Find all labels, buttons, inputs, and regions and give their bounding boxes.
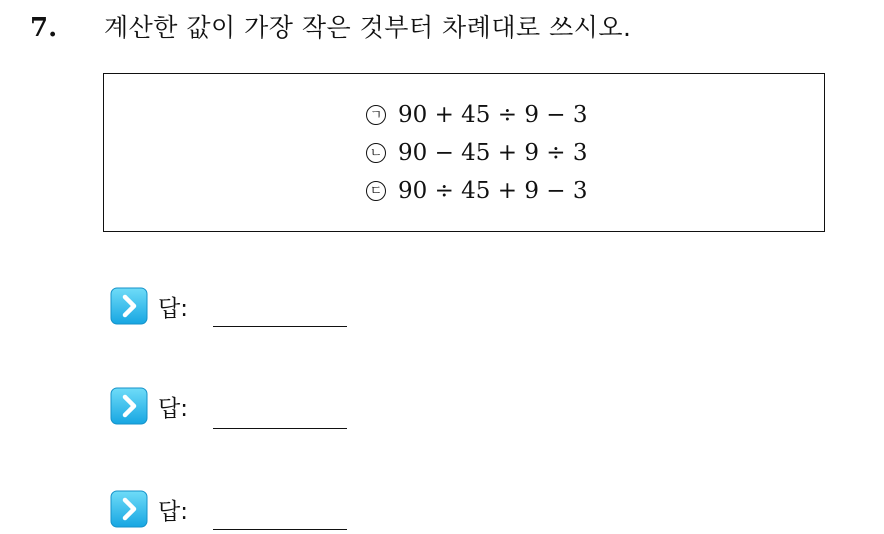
circled-marker-a: ㄱ [366, 105, 386, 125]
answer-row-2 [110, 386, 188, 426]
expression-item-c [366, 172, 587, 210]
chevron-right-icon [110, 387, 148, 425]
chevron-right-icon [110, 490, 148, 528]
expression-item-a [366, 96, 587, 134]
answer-blank-1[interactable] [213, 326, 347, 327]
expression-item-b [366, 134, 587, 172]
expression-text-b: 90 − 45 + 9 ÷ 3 [398, 140, 588, 166]
expression-text-c: 90 ÷ 45 + 9 − 3 [398, 178, 588, 204]
expression-list [366, 96, 587, 210]
answer-blank-2[interactable] [213, 428, 347, 429]
answer-label: 답: [158, 498, 188, 525]
circled-marker-c: ㄷ [366, 181, 386, 201]
answer-label: 답: [158, 395, 188, 422]
answer-blank-3[interactable] [213, 529, 347, 530]
answer-label: 답: [158, 295, 188, 322]
answer-row-1 [110, 286, 188, 326]
question-text: 계산한 값이 가장 작은 것부터 차례대로 쓰시오. [104, 13, 632, 42]
chevron-right-icon [110, 287, 148, 325]
expression-text-a: 90 + 45 ÷ 9 − 3 [398, 102, 588, 128]
question-number: 7. [30, 13, 58, 43]
expression-box [103, 73, 825, 232]
circled-marker-b: ㄴ [366, 143, 386, 163]
answer-row-3 [110, 489, 188, 529]
